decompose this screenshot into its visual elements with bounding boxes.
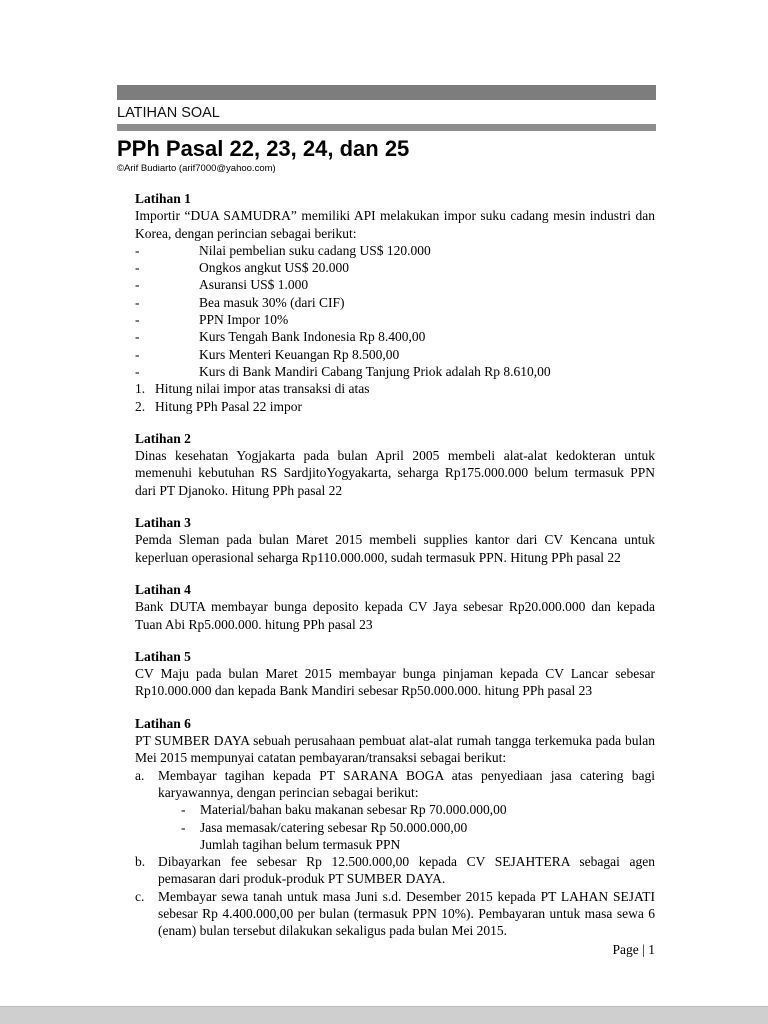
- dash-marker: -: [135, 242, 140, 258]
- dash-marker: -: [135, 363, 140, 379]
- list-item-text: Kurs Menteri Keuangan Rp 8.500,00: [199, 346, 400, 362]
- lettered-item: [135, 888, 655, 940]
- section-latihan-1: [135, 190, 655, 415]
- list-item-text: Kurs di Bank Mandiri Cabang Tanjung Priok adalah Rp 8.610,00: [199, 363, 551, 379]
- section-heading: Latihan 3: [135, 515, 191, 531]
- doc-title: PPh Pasal 22, 23, 24, dan 25: [117, 136, 410, 161]
- section-latihan-3: [135, 514, 655, 566]
- letter-marker: a.: [135, 767, 145, 783]
- list-item-text: Bea masuk 30% (dari CIF): [199, 294, 345, 310]
- section-latihan-2: [135, 430, 655, 499]
- sub-list-item-text: Material/bahan baku makanan sebesar Rp 70.000.000,00: [200, 802, 507, 818]
- dash-marker: -: [135, 277, 140, 293]
- sub-list-item-text: Jasa memasak/catering sebesar Rp 50.000.000,00: [200, 819, 468, 835]
- top-divider-bar: [117, 85, 656, 100]
- section-heading: Latihan 1: [135, 191, 191, 206]
- dash-marker: -: [135, 294, 140, 310]
- section-heading: Latihan 2: [135, 430, 191, 446]
- numbered-item-text: Hitung PPh Pasal 22 impor: [155, 398, 303, 414]
- list-item-text: Asuransi US$ 1.000: [199, 277, 309, 293]
- lettered-item-body: [158, 888, 655, 940]
- list-item-text: Kurs Tengah Bank Indonesia Rp 8.400,00: [199, 329, 426, 345]
- numbered-item: [135, 398, 655, 415]
- list-item-text: PPN Impor 10%: [199, 312, 289, 328]
- paragraph: Importir “DUA SAMUDRA” memiliki API melakukan impor suku cadang mesin industri dan Korea, dengan perincian sebagai berikut:: [135, 208, 655, 241]
- list-item: [135, 259, 655, 276]
- paragraph: PT SUMBER DAYA sebuah perusahaan pembuat alat-alat rumah tangga terkemuka pada bulan Mei 2015 mempunyai catatan pembayaran/transaksi sebagai berikut:: [135, 733, 655, 766]
- dash-marker: -: [135, 329, 140, 345]
- paragraph: Membayar tagihan kepada PT SARANA BOGA atas penyediaan jasa catering bagi karyawannya, dengan perincian sebagai berikut:: [158, 767, 655, 800]
- sub-list-item: [181, 819, 655, 836]
- list-item-text: Ongkos angkut US$ 20.000: [199, 260, 350, 276]
- kicker-rule: [117, 124, 656, 131]
- sub-list-note: Jumlah tagihan belum termasuk PPN: [200, 836, 401, 852]
- paragraph: CV Maju pada bulan Maret 2015 membayar bunga pinjaman kepada CV Lancar sebesar Rp10.000.000 dan kepada Bank Mandiri sebesar Rp50.000.000. hitung PPh pasal 23: [135, 666, 655, 699]
- paragraph: Membayar sewa tanah untuk masa Juni s.d. Desember 2015 kepada PT LAHAN SEJATI sebesar Rp 4.400.000,00 per bulan (termasuk PPN 10%). Pembayaran untuk masa sewa 6 (enam) bulan tersebut dilakukan sekaligus pada bulan Mei 2015.: [158, 888, 655, 939]
- section-latihan-6: [135, 715, 655, 940]
- section-heading: Latihan 4: [135, 581, 191, 597]
- number-marker: 1.: [135, 381, 146, 397]
- page-kicker: LATIHAN SOAL: [117, 105, 220, 121]
- doc-body: [135, 190, 655, 940]
- dash-marker: -: [181, 819, 186, 835]
- list-item: [135, 294, 655, 311]
- page-gap-strip: [0, 1006, 768, 1024]
- dash-marker: -: [135, 312, 140, 328]
- letter-marker: b.: [135, 854, 146, 870]
- list-item: [135, 346, 655, 363]
- doc-author: ©Arif Budiarto (arif7000@yahoo.com): [117, 163, 276, 174]
- list-item: [135, 242, 655, 259]
- numbered-item: [135, 380, 655, 397]
- paragraph: Bank DUTA membayar bunga deposito kepada CV Jaya sebesar Rp20.000.000 dan kepada Tuan Abi Rp5.000.000. hitung PPh pasal 23: [135, 599, 655, 632]
- number-marker: 2.: [135, 398, 146, 414]
- page-number: Page | 1: [612, 942, 655, 957]
- letter-marker: c.: [135, 888, 145, 904]
- list-item: [135, 311, 655, 328]
- numbered-item-text: Hitung nilai impor atas transaksi di atas: [155, 381, 370, 397]
- paragraph: Pemda Sleman pada bulan Maret 2015 membeli supplies kantor dari CV Kencana untuk keperluan operasional seharga Rp110.000.000, sudah termasuk PPN. Hitung PPh pasal 22: [135, 532, 655, 565]
- section-heading: Latihan 6: [135, 715, 191, 731]
- sub-list-item: [181, 801, 655, 818]
- lettered-item-body: [158, 767, 655, 853]
- dash-marker: -: [135, 260, 140, 276]
- paragraph: Dinas kesehatan Yogjakarta pada bulan April 2005 membeli alat-alat kedokteran untuk memenuhi kebutuhan RS SardjitoYogyakarta, seharga Rp175.000.000 belum termasuk PPN dari PT Djanoko. Hitung PPh pasal 22: [135, 448, 655, 498]
- lettered-item: [135, 853, 655, 888]
- paragraph: Dibayarkan fee sebesar Rp 12.500.000,00 kepada CV SEJAHTERA sebagai agen pemasaran dari produk-produk PT SUMBER DAYA.: [158, 854, 655, 887]
- lettered-item-body: [158, 853, 655, 888]
- lettered-item: [135, 767, 655, 853]
- list-item-text: Nilai pembelian suku cadang US$ 120.000: [199, 242, 431, 258]
- list-item: [135, 276, 655, 293]
- section-heading: Latihan 5: [135, 648, 191, 664]
- dash-marker: -: [135, 346, 140, 362]
- dash-marker: -: [181, 802, 186, 818]
- section-latihan-4: [135, 581, 655, 633]
- list-item: [135, 363, 655, 380]
- list-item: [135, 328, 655, 345]
- section-latihan-5: [135, 648, 655, 700]
